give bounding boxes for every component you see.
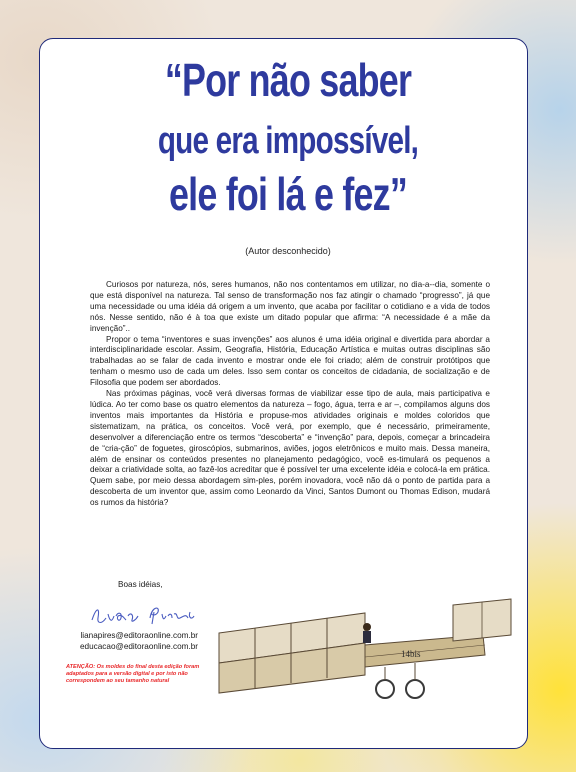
- paragraph-2: Propor o tema “inventores e suas invenções” aos alunos é uma idéia original e divertida para abordar a interdisciplinaridade escolar. Assim, Geografia, História, Educação Artística e muitas outras disciplinas são trabalhadas ao se falar de cada invento e mostrar onde ele foi criado; além de construir protótipos que tenham o mesmo uso de cada um deles. Isso sem contar os conceitos de cidadania, de socialização e de Filosofia que podem ser abordados.: [90, 334, 490, 388]
- title-line-3: ele foi lá e fez”: [169, 168, 407, 220]
- paragraph-1: Curiosos por natureza, nós, seres humanos, não nos contentamos em utilizar, no dia-a--dia, somente o que está disponível na natureza. Tal senso de transformação nos faz atingir o chamado “progresso”, já que uma necessidade ou uma idéia dá origem a um invento, que acaba por facilitar o cotidiano e a vida de todos nós. Nesse sentido, não é à toa que existe um ditado popular que afirma: “A necessidade é a mãe da invenção”..: [90, 280, 490, 333]
- paragraph-3: Nas próximas páginas, você verá diversas formas de viabilizar esse tipo de aula, mais participativa e lúdica. Ao ter como base os quatro elementos da natureza – fogo, água, terra e ar –, compilamos alguns dos inventos mais importantes da História e propuse-mos atividades originais e moldes coloridos que sistematizam, na prática, os conceitos. Você verá, por exemplo, que é necessário, primeiramente, desenvolver a diferenciação entre os termos “descoberta” e “invenção” para, depois, começar a brincadeira de “cria-ção” de foguetes, giroscópios, submarinos, aviões, jogos eletrônicos e muito mais. Dessa maneira, além de ensinar os conteúdos presentes no planejamento pedagógico, você es-timulará os pequenos a deixar a criatividade solta, ao fazê-los acreditar que é possível ter uma excelente idéia e colocá-la em prática. Quem sabe, por meio dessa abordagem sim-ples, porém inovadora, você não dá o ponto de partida para a descoberta de um inventor que, assim como Leonardo da Vinci, Santos Dumont ou Thomas Edison, mudará os rumos da história?: [90, 389, 490, 508]
- title-line-1: “Por não saber: [164, 54, 412, 106]
- signature: [88, 598, 198, 630]
- email-1: lianapires@editoraonline.com.br: [80, 631, 199, 640]
- email-list: [80, 631, 198, 652]
- digital-edition-warning: ATENÇÃO: Os moldes do final desta edição foram adaptados para a versão digital e por isto não correspondem ao seu tamanho natural: [66, 664, 200, 685]
- plane-14bis-illustration: [215, 597, 515, 707]
- body-text: [90, 280, 490, 509]
- title-line-2: que era impossível,: [157, 120, 419, 162]
- plane-label: 14bis: [401, 649, 421, 659]
- quote-author: (Autor desconhecido): [245, 246, 331, 256]
- closing-greeting: Boas idéias,: [118, 580, 163, 589]
- email-2: educacao@editoraonline.com.br: [80, 641, 199, 651]
